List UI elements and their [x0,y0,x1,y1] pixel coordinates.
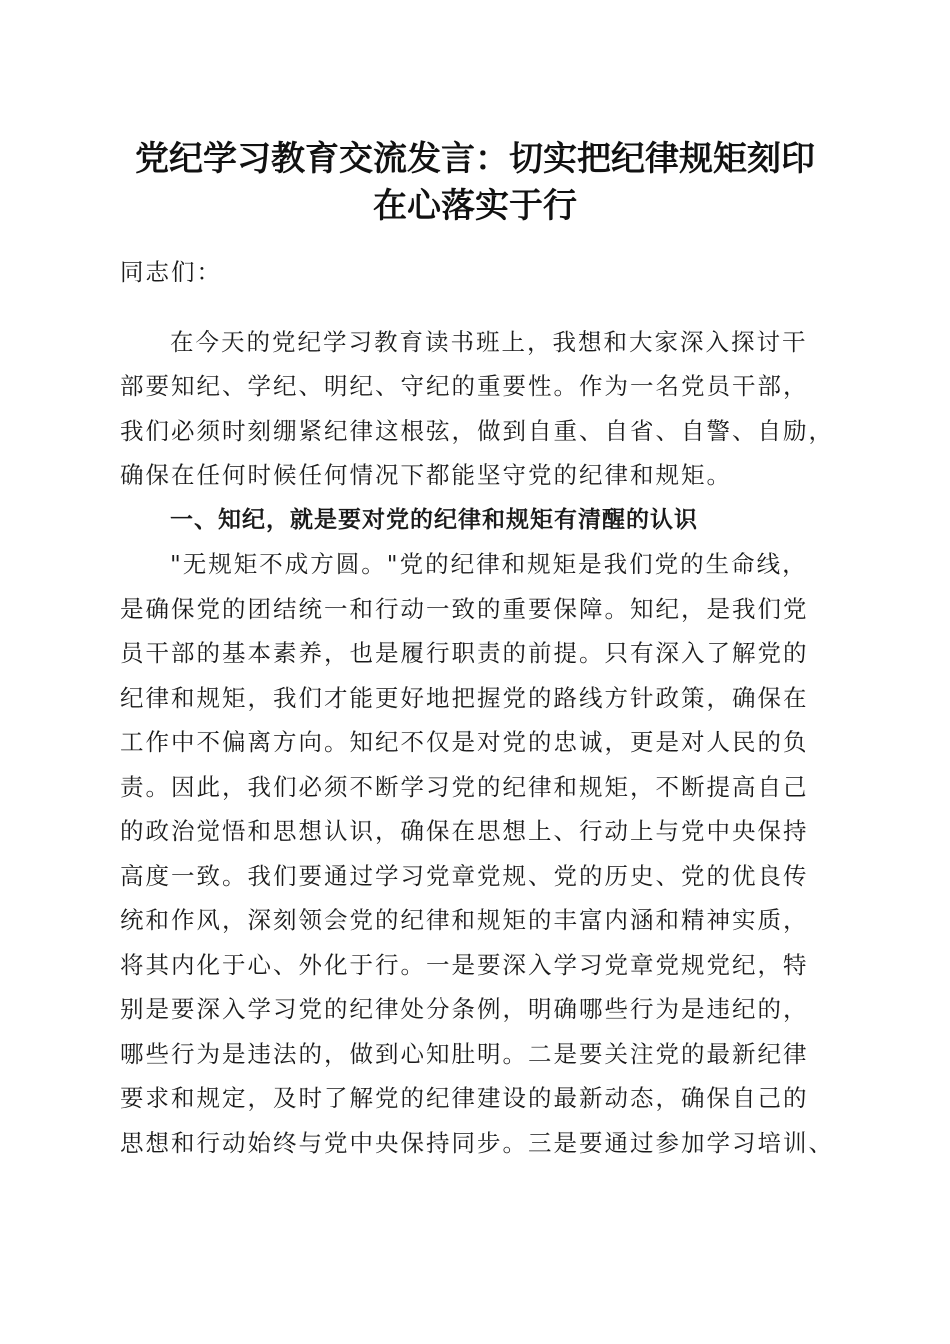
document-title-line-1: 党纪学习教育交流发言：切实把纪律规矩刻印 [135,139,815,179]
intro-line: 在今天的党纪学习教育读书班上，我想和大家深入探讨干 [170,328,808,356]
paragraph-line: 的政治觉悟和思想认识，确保在思想上、行动上与党中央保持 [120,817,809,845]
paragraph-line: 高度一致。我们要通过学习党章党规、党的历史、党的优良传 [120,862,809,890]
intro-line: 部要知纪、学纪、明纪、守纪的重要性。作为一名党员干部， [120,372,809,400]
paragraph-line: 工作中不偏离方向。知纪不仅是对党的忠诚，更是对人民的负 [120,728,809,756]
salutation: 同志们： [120,258,222,286]
paragraph-line: 哪些行为是违法的，做到心知肚明。二是要关注党的最新纪律 [120,1040,809,1068]
intro-line: 确保在任何时候任何情况下都能坚守党的纪律和规矩。 [120,461,732,489]
document-title-line-2: 在心落实于行 [373,186,577,226]
section-heading: 一、知纪，就是要对党的纪律和规矩有清醒的认识 [170,507,698,533]
paragraph-line: 别是要深入学习党的纪律处分条例，明确哪些行为是违纪的， [120,995,809,1023]
paragraph-line: 责。因此，我们必须不断学习党的纪律和规矩，不断提高自己 [120,773,809,801]
paragraph-line: "无规矩不成方圆。"党的纪律和规矩是我们党的生命线， [170,550,808,578]
paragraph-line: 要求和规定，及时了解党的纪律建设的最新动态，确保自己的 [120,1084,809,1112]
paragraph-line: 员干部的基本素养，也是履行职责的前提。只有深入了解党的 [120,639,809,667]
paragraph-line: 将其内化于心、外化于行。一是要深入学习党章党规党纪，特 [120,951,809,979]
paragraph-line: 纪律和规矩，我们才能更好地把握党的路线方针政策，确保在 [120,684,809,712]
paragraph-line: 是确保党的团结统一和行动一致的重要保障。知纪，是我们党 [120,595,809,623]
paragraph-line: 统和作风，深刻领会党的纪律和规矩的丰富内涵和精神实质， [120,906,809,934]
paragraph-line: 思想和行动始终与党中央保持同步。三是要通过参加学习培训、 [120,1129,834,1157]
intro-line: 我们必须时刻绷紧纪律这根弦，做到自重、自省、自警、自励， [120,417,834,445]
